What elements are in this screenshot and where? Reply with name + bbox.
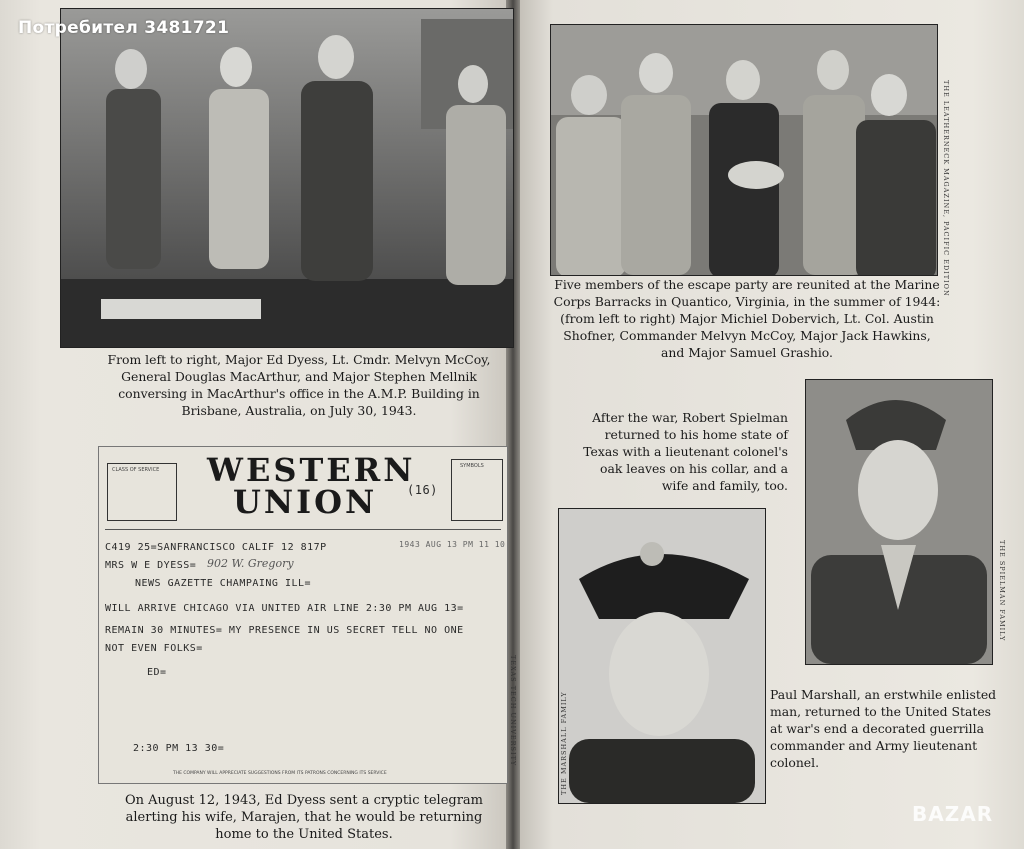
handwritten-address: 902 W. Gregory <box>207 557 294 570</box>
telegram-caption: On August 12, 1943, Ed Dyess sent a cryptic telegram alerting his wife, Marajen, that he would be returning home to the United States. <box>125 793 483 842</box>
escape-party-caption: Five members of the escape party are reunited at the Marine Corps Barracks in Quantico, Virginia, in the summer of 1944: (from left to right) Major Michiel Dobervich, Lt. Col. Austin Shofner, Commander Melvyn McCoy, Major Jack Hawkins, and Major Samuel Grashio. <box>553 277 941 360</box>
photo-escape-party <box>550 24 938 276</box>
user-watermark: Потребител 3481721 <box>18 18 230 38</box>
telegram-header-line-2: MRS W E DYESS= <box>105 560 197 571</box>
marshall-caption: Paul Marshall, an erstwhile enlisted man, returned to the United States at war's end a decorated guerrilla commander and Army lieutenant colonel. <box>770 687 997 770</box>
telegram-header-line-3: NEWS GAZETTE CHAMPAING ILL= <box>135 578 312 589</box>
class-of-service-label: CLASS OF SERVICE <box>112 467 160 473</box>
photo-macarthur-caption: From left to right, Major Ed Dyess, Lt. Cmdr. Melvyn McCoy, General Douglas MacArthur, and Major Stephen Mellnik conversing in MacArthur's office in the A.M.P. Building in Brisbane, Australia, on July 30, 1943. <box>107 352 491 418</box>
western-title: WESTERN <box>207 451 416 489</box>
telegram-stamp: 1943 AUG 13 PM 11 10 <box>399 540 506 549</box>
telegram-body-line-2: REMAIN 30 MINUTES= MY PRESENCE IN US SECRET TELL NO ONE <box>105 625 464 636</box>
photo-paul-marshall <box>558 508 766 804</box>
telegram-footer-time: 2:30 PM 13 30= <box>133 743 225 754</box>
symbols-box <box>451 459 503 521</box>
telegram-code: (16) <box>407 483 438 497</box>
photo-macarthur-office <box>60 8 514 348</box>
telegram-credit: TEXAS TECH UNIVERSITY <box>509 655 517 767</box>
class-of-service-box <box>107 463 177 521</box>
western-union-telegram <box>98 446 508 784</box>
telegram-body-line-1: WILL ARRIVE CHICAGO VIA UNITED AIR LINE 2:30 PM AUG 13= <box>105 603 464 614</box>
spielman-caption: After the war, Robert Spielman returned to his home state of Texas with a lieutenant colonel's oak leaves on his collar, and a wife and family, too. <box>583 410 788 493</box>
telegram-footer-note: THE COMPANY WILL APPRECIATE SUGGESTIONS FROM ITS PATRONS CONCERNING ITS SERVICE <box>173 771 387 776</box>
union-title: UNION <box>233 483 378 521</box>
telegram-signature: ED= <box>147 667 167 678</box>
photo-robert-spielman <box>805 379 993 665</box>
marshall-credit: THE MARSHALL FAMILY <box>560 691 568 795</box>
telegram-divider <box>105 529 501 530</box>
bazar-logo: BAZAR <box>912 802 994 826</box>
escape-party-credit: THE LEATHERNECK MAGAZINE, PACIFIC EDITION <box>942 80 950 297</box>
spielman-credit: THE SPIELMAN FAMILY <box>998 540 1006 642</box>
telegram-body-line-3: NOT EVEN FOLKS= <box>105 643 203 654</box>
telegram-header-line-1: C419 25=SANFRANCISCO CALIF 12 817P <box>105 542 327 553</box>
symbols-label: SYMBOLS <box>460 463 484 469</box>
